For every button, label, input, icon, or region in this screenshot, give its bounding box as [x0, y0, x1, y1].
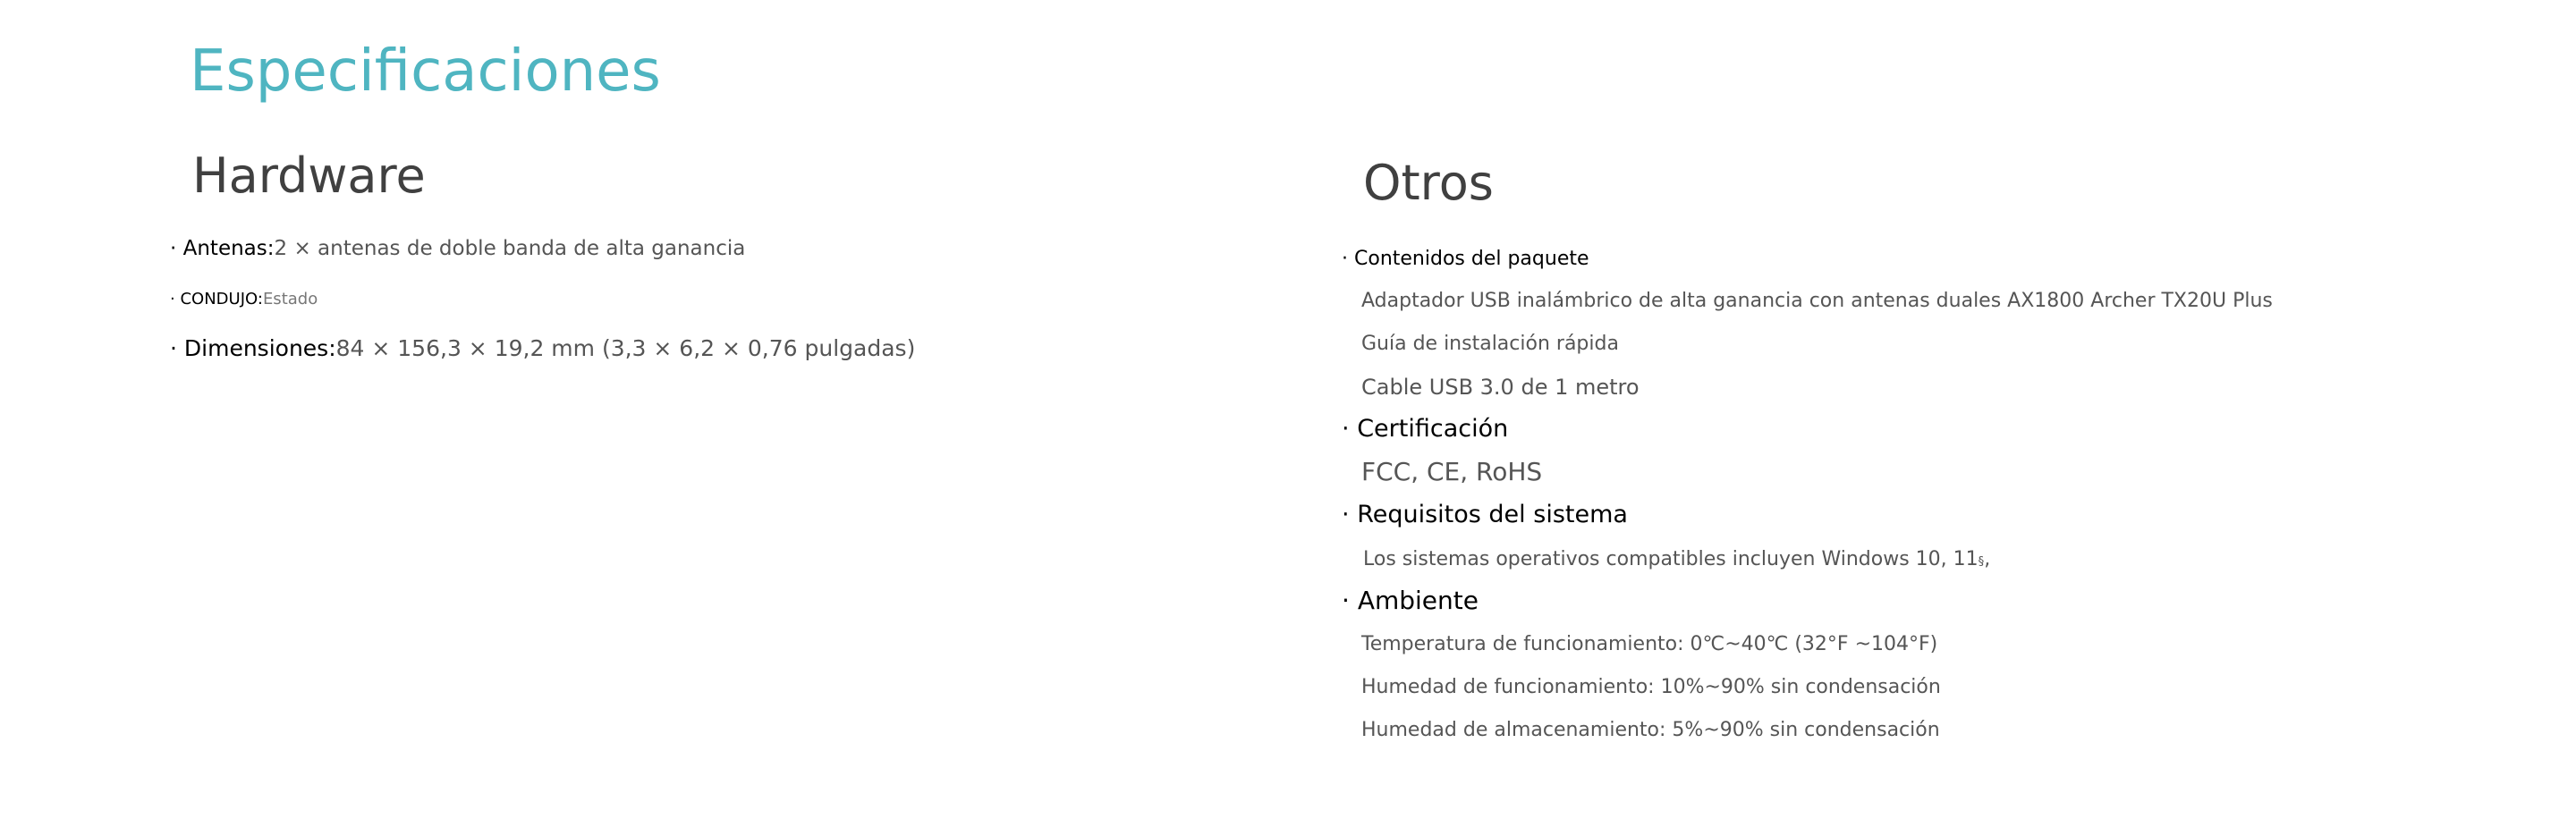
bullet: · — [1342, 586, 1350, 615]
spec-value: 2 × antenas de doble banda de alta ganancia — [274, 237, 746, 260]
system-requirements-label — [1342, 500, 1628, 530]
spec-label: Contenidos del paquete — [1354, 248, 1589, 270]
spec-label: Ambiente — [1357, 586, 1479, 615]
environment-item: Humedad de almacenamiento: 5%~90% sin condensación — [1361, 719, 1940, 741]
bullet: · — [170, 290, 175, 308]
environment-item: Temperatura de funcionamiento: 0℃~40℃ (32°F ~104°F) — [1361, 633, 1938, 655]
requirements-text: Los sistemas operativos compatibles incluyen Windows 10, 11 — [1363, 548, 1979, 570]
certification-label — [1342, 414, 1508, 444]
package-contents-label — [1342, 247, 1589, 272]
footnote-mark: § — [1978, 555, 1985, 569]
spec-value: Estado — [262, 290, 318, 308]
spec-value: 84 × 156,3 × 19,2 mm (3,3 × 6,2 × 0,76 pulgadas) — [335, 335, 916, 361]
bullet: · — [170, 335, 177, 361]
bullet: · — [1342, 248, 1348, 270]
spec-label: Dimensiones: — [183, 335, 336, 361]
environment-item: Humedad de funcionamiento: 10%~90% sin condensación — [1361, 676, 1941, 698]
otros-heading: Otros — [1363, 155, 1494, 211]
spec-label: Certificación — [1357, 415, 1509, 443]
requirements-trailing: , — [1984, 548, 1991, 570]
bullet: · — [1342, 415, 1350, 443]
spec-label: CONDUJO: — [180, 290, 263, 308]
spec-dimensions — [170, 334, 915, 363]
bullet: · — [170, 237, 177, 260]
package-item: Guía de instalación rápida — [1361, 333, 1619, 355]
package-item: Cable USB 3.0 de 1 metro — [1361, 375, 1640, 400]
package-item: Adaptador USB inalámbrico de alta ganancia con antenas duales AX1800 Archer TX20U Plus — [1361, 290, 2273, 312]
page-title: Especificaciones — [190, 38, 661, 105]
hardware-heading: Hardware — [192, 148, 426, 204]
system-requirements-value — [1363, 547, 1990, 575]
bullet: · — [1342, 501, 1350, 528]
spec-label: Antenas: — [182, 237, 275, 260]
environment-label — [1342, 585, 1479, 617]
spec-label: Requisitos del sistema — [1357, 501, 1628, 528]
spec-led — [170, 289, 318, 310]
spec-antennas — [170, 235, 745, 262]
certification-value: FCC, CE, RoHS — [1361, 457, 1543, 486]
